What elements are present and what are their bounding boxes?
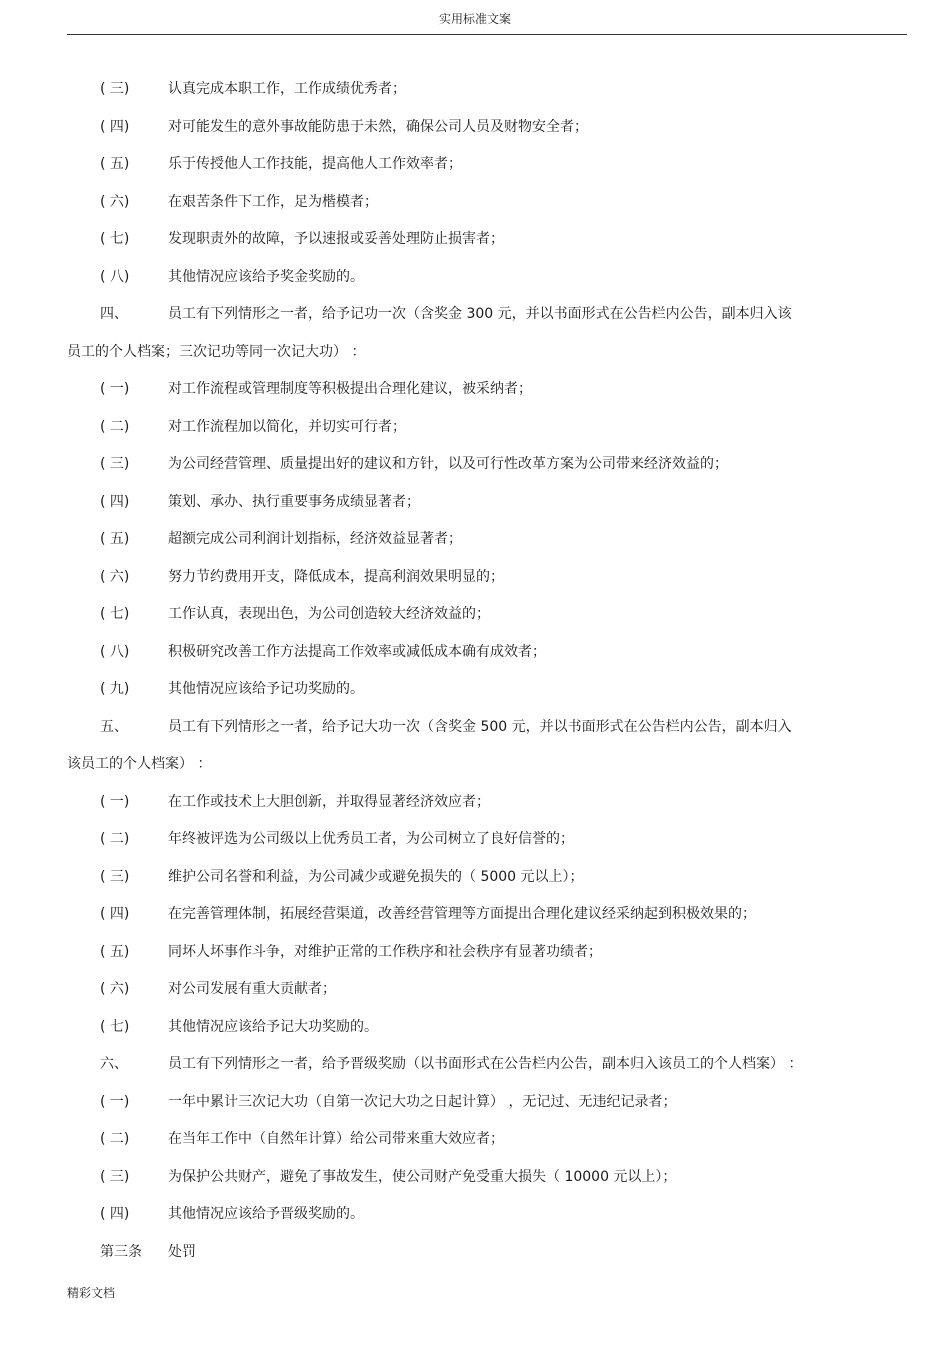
item-text: 对公司发展有重大贡献者； <box>168 981 336 997</box>
list-item <box>0 525 950 563</box>
item-marker: ( 七) <box>100 231 130 247</box>
item-text: 处罚 <box>168 1243 196 1260</box>
list-item <box>0 488 950 526</box>
item-marker: ( 四) <box>100 493 130 510</box>
item-text: 乐于传授他人工作技能，提高他人工作效率者； <box>168 156 462 172</box>
list-item <box>0 1200 950 1238</box>
continuation-line <box>0 750 950 788</box>
item-text: 策划、承办、执行重要事务成绩显著者； <box>168 493 420 510</box>
header-rule <box>67 34 907 35</box>
item-marker: ( 三) <box>100 1168 130 1185</box>
list-item <box>0 1088 950 1126</box>
item-marker: ( 二) <box>100 1131 130 1147</box>
item-text: 努力节约费用开支，降低成本，提高利润效果明显的； <box>168 568 504 585</box>
item-marker: ( 六) <box>100 981 130 997</box>
item-marker: ( 五) <box>100 531 130 547</box>
item-marker: ( 五) <box>100 943 130 960</box>
item-marker: ( 三) <box>100 868 130 885</box>
list-item <box>0 225 950 263</box>
item-text: 对工作流程加以简化，并切实可行者； <box>168 418 406 435</box>
list-item <box>0 188 950 226</box>
section-heading <box>0 1238 950 1276</box>
item-marker: ( 七) <box>100 1018 130 1035</box>
list-item <box>0 75 950 113</box>
item-text: 员工有下列情形之一者，给予记功一次（含奖金 300 元，并以书面形式在公告栏内公告，副本归入该 <box>168 306 792 322</box>
list-item <box>0 938 950 976</box>
item-marker: ( 二) <box>100 418 130 435</box>
item-marker: ( 二) <box>100 831 130 847</box>
list-item <box>0 825 950 863</box>
item-marker: ( 八) <box>100 268 130 285</box>
list-item <box>0 638 950 676</box>
item-text: 为保护公共财产，避免了事故发生，使公司财产免受重大损失（ 10000 元以上）； <box>168 1168 677 1185</box>
item-text: 工作认真，表现出色，为公司创造较大经济效益的； <box>168 606 490 622</box>
item-text: 该员工的个人档案） ： <box>67 756 212 772</box>
list-item <box>0 113 950 151</box>
list-item <box>0 1013 950 1051</box>
item-text: 其他情况应该给予记功奖励的。 <box>168 681 364 697</box>
page-header: 实用标准文案 <box>438 12 511 26</box>
item-marker: ( 一) <box>100 381 130 397</box>
item-marker: ( 一) <box>100 1093 130 1110</box>
list-item <box>0 600 950 638</box>
item-text: 积极研究改善工作方法提高工作效率或减低成本确有成效者； <box>168 643 546 660</box>
item-text: 在当年工作中（自然年计算）给公司带来重大效应者； <box>168 1131 504 1147</box>
item-text: 为公司经营管理、质量提出好的建议和方针，以及可行性改革方案为公司带来经济效益的； <box>168 456 728 472</box>
item-marker: ( 六) <box>100 568 130 585</box>
item-marker: 四、 <box>100 306 128 322</box>
list-item <box>0 713 950 751</box>
item-text: 员工的个人档案；三次记功等同一次记大功） ： <box>67 343 366 360</box>
list-item <box>0 1163 950 1201</box>
item-marker: ( 四) <box>100 118 130 135</box>
item-text: 对工作流程或管理制度等积极提出合理化建议，被采纳者； <box>168 381 532 397</box>
list-item <box>0 863 950 901</box>
list-item <box>0 300 950 338</box>
item-text: 在艰苦条件下工作，足为楷模者； <box>168 193 378 210</box>
list-item <box>0 1050 950 1088</box>
item-text: 超额完成公司利润计划指标，经济效益显著者； <box>168 531 462 547</box>
list-item <box>0 788 950 826</box>
item-text: 认真完成本职工作，工作成绩优秀者； <box>168 81 406 97</box>
item-text: 员工有下列情形之一者，给予记大功一次（含奖金 500 元，并以书面形式在公告栏内公告，副本归入 <box>168 718 792 735</box>
list-item <box>0 263 950 301</box>
list-item <box>0 900 950 938</box>
item-text: 其他情况应该给予晋级奖励的。 <box>168 1206 364 1222</box>
item-text: 其他情况应该给予记大功奖励的。 <box>168 1018 378 1035</box>
item-marker: 五、 <box>100 718 128 735</box>
page-footer: 精彩文档 <box>67 1286 116 1300</box>
item-text: 在完善管理体制，拓展经营渠道，改善经营管理等方面提出合理化建议经采纳起到积极效果的； <box>168 906 756 922</box>
item-marker: ( 五) <box>100 156 130 172</box>
item-text: 发现职责外的故障，予以速报或妥善处理防止损害者； <box>168 231 504 247</box>
item-text: 一年中累计三次记大功（自第一次记大功之日起计算） ，无记过、无违纪记录者； <box>168 1093 677 1110</box>
item-text: 员工有下列情形之一者，给予晋级奖励（以书面形式在公告栏内公告，副本归入该员工的个人档案） ： <box>168 1056 803 1072</box>
item-marker: ( 四) <box>100 906 130 922</box>
list-item <box>0 375 950 413</box>
item-text: 年终被评选为公司级以上优秀员工者，为公司树立了良好信誉的； <box>168 831 574 847</box>
continuation-line <box>0 338 950 376</box>
item-text: 在工作或技术上大胆创新，并取得显著经济效应者； <box>168 793 490 810</box>
item-marker: ( 四) <box>100 1206 130 1222</box>
list-item <box>0 413 950 451</box>
item-marker: ( 七) <box>100 606 130 622</box>
list-item <box>0 975 950 1013</box>
list-item <box>0 150 950 188</box>
list-item <box>0 563 950 601</box>
item-text: 其他情况应该给予奖金奖励的。 <box>168 268 364 285</box>
list-item <box>0 1125 950 1163</box>
item-text: 同坏人坏事作斗争，对维护正常的工作秩序和社会秩序有显著功绩者； <box>168 943 602 960</box>
item-marker: 第三条 <box>100 1243 142 1260</box>
item-marker: ( 九) <box>100 681 130 697</box>
item-marker: 六、 <box>100 1056 128 1072</box>
item-marker: ( 三) <box>100 81 130 97</box>
list-item <box>0 675 950 713</box>
item-marker: ( 六) <box>100 193 130 210</box>
item-marker: ( 一) <box>100 793 130 810</box>
item-text: 维护公司名誉和利益，为公司减少或避免损失的（ 5000 元以上）； <box>168 868 584 885</box>
item-marker: ( 八) <box>100 643 130 660</box>
item-text: 对可能发生的意外事故能防患于未然，确保公司人员及财物安全者； <box>168 118 588 135</box>
document-body <box>0 75 950 1275</box>
list-item <box>0 450 950 488</box>
item-marker: ( 三) <box>100 456 130 472</box>
